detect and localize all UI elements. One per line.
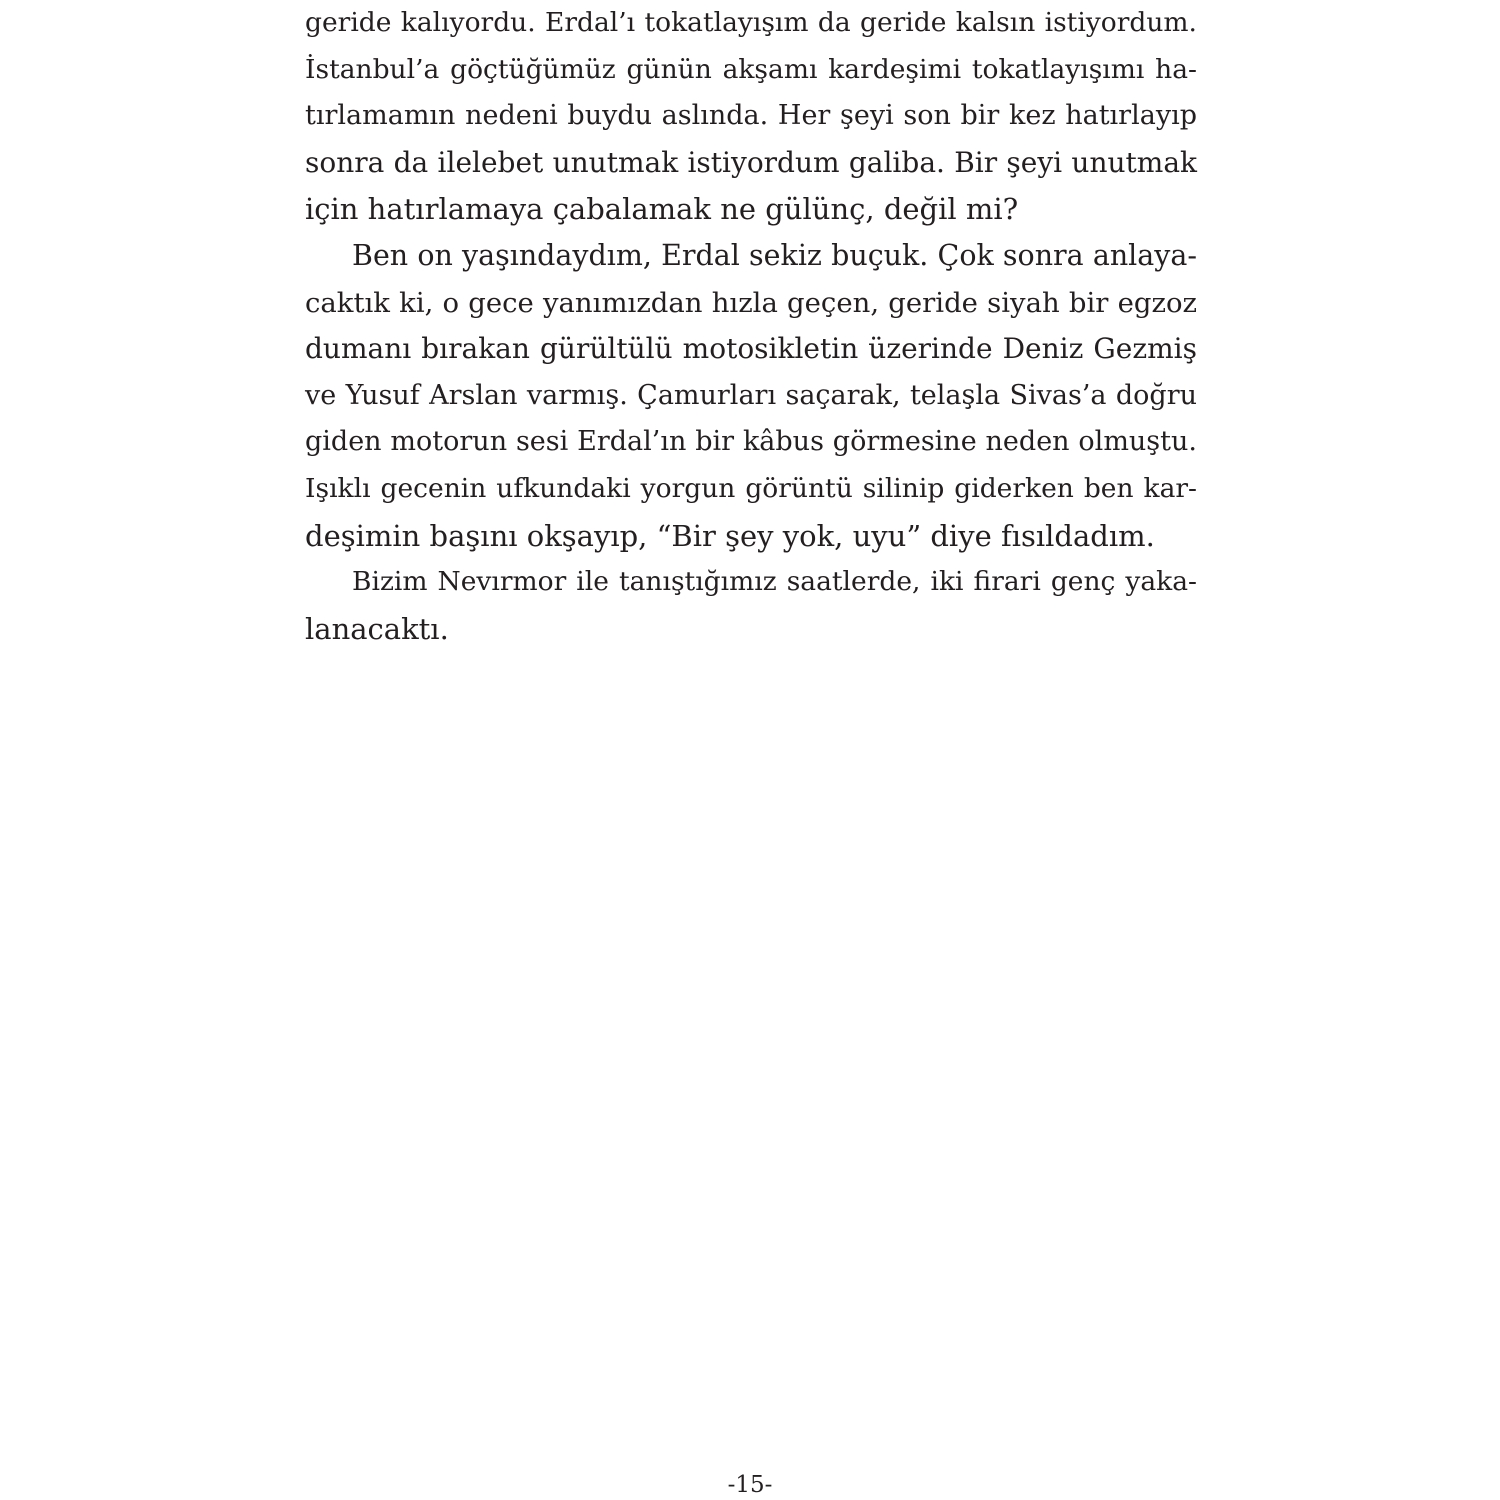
text-line: için hatırlamaya çabalamak ne gülünç, değil mi? bbox=[305, 192, 1019, 227]
text-line: Bizim Nevırmor ile tanıştığımız saatlerde, iki firari genç yaka- bbox=[352, 566, 1197, 598]
text-line: sonra da ilelebet unutmak istiyordum galiba. Bir şeyi unutmak bbox=[305, 145, 1197, 179]
body-text bbox=[305, 0, 1197, 652]
text-line: giden motorun sesi Erdal’ın bir kâbus görmesine neden olmuştu. bbox=[305, 426, 1197, 458]
text-line: tırlamamın nedeni buydu aslında. Her şeyi son bir kez hatırlayıp bbox=[305, 100, 1197, 132]
text-line: İstanbul’a göçtüğümüz günün akşamı kardeşimi tokatlayışımı ha- bbox=[305, 53, 1197, 85]
text-line: lanacaktı. bbox=[305, 611, 449, 646]
text-line: ve Yusuf Arslan varmış. Çamurları saçarak, telaşla Sivas’a doğru bbox=[305, 379, 1197, 411]
text-line: Ben on yaşındaydım, Erdal sekiz buçuk. Çok sonra anlaya- bbox=[352, 238, 1197, 272]
text-line: dumanı bırakan gürültülü motosikletin üzerinde Deniz Gezmiş bbox=[305, 332, 1197, 366]
text-line: deşimin başını okşayıp, “Bir şey yok, uyu” diye fısıldadım. bbox=[305, 518, 1155, 553]
page-number: -15- bbox=[727, 1472, 773, 1498]
text-line: Işıklı gecenin ufkundaki yorgun görüntü silinip giderken ben kar- bbox=[305, 472, 1197, 504]
text-line: caktık ki, o gece yanımızdan hızla geçen, geride siyah bir egzoz bbox=[305, 286, 1197, 319]
text-line: geride kalıyordu. Erdal’ı tokatlayışım da geride kalsın istiyordum. bbox=[305, 7, 1197, 38]
